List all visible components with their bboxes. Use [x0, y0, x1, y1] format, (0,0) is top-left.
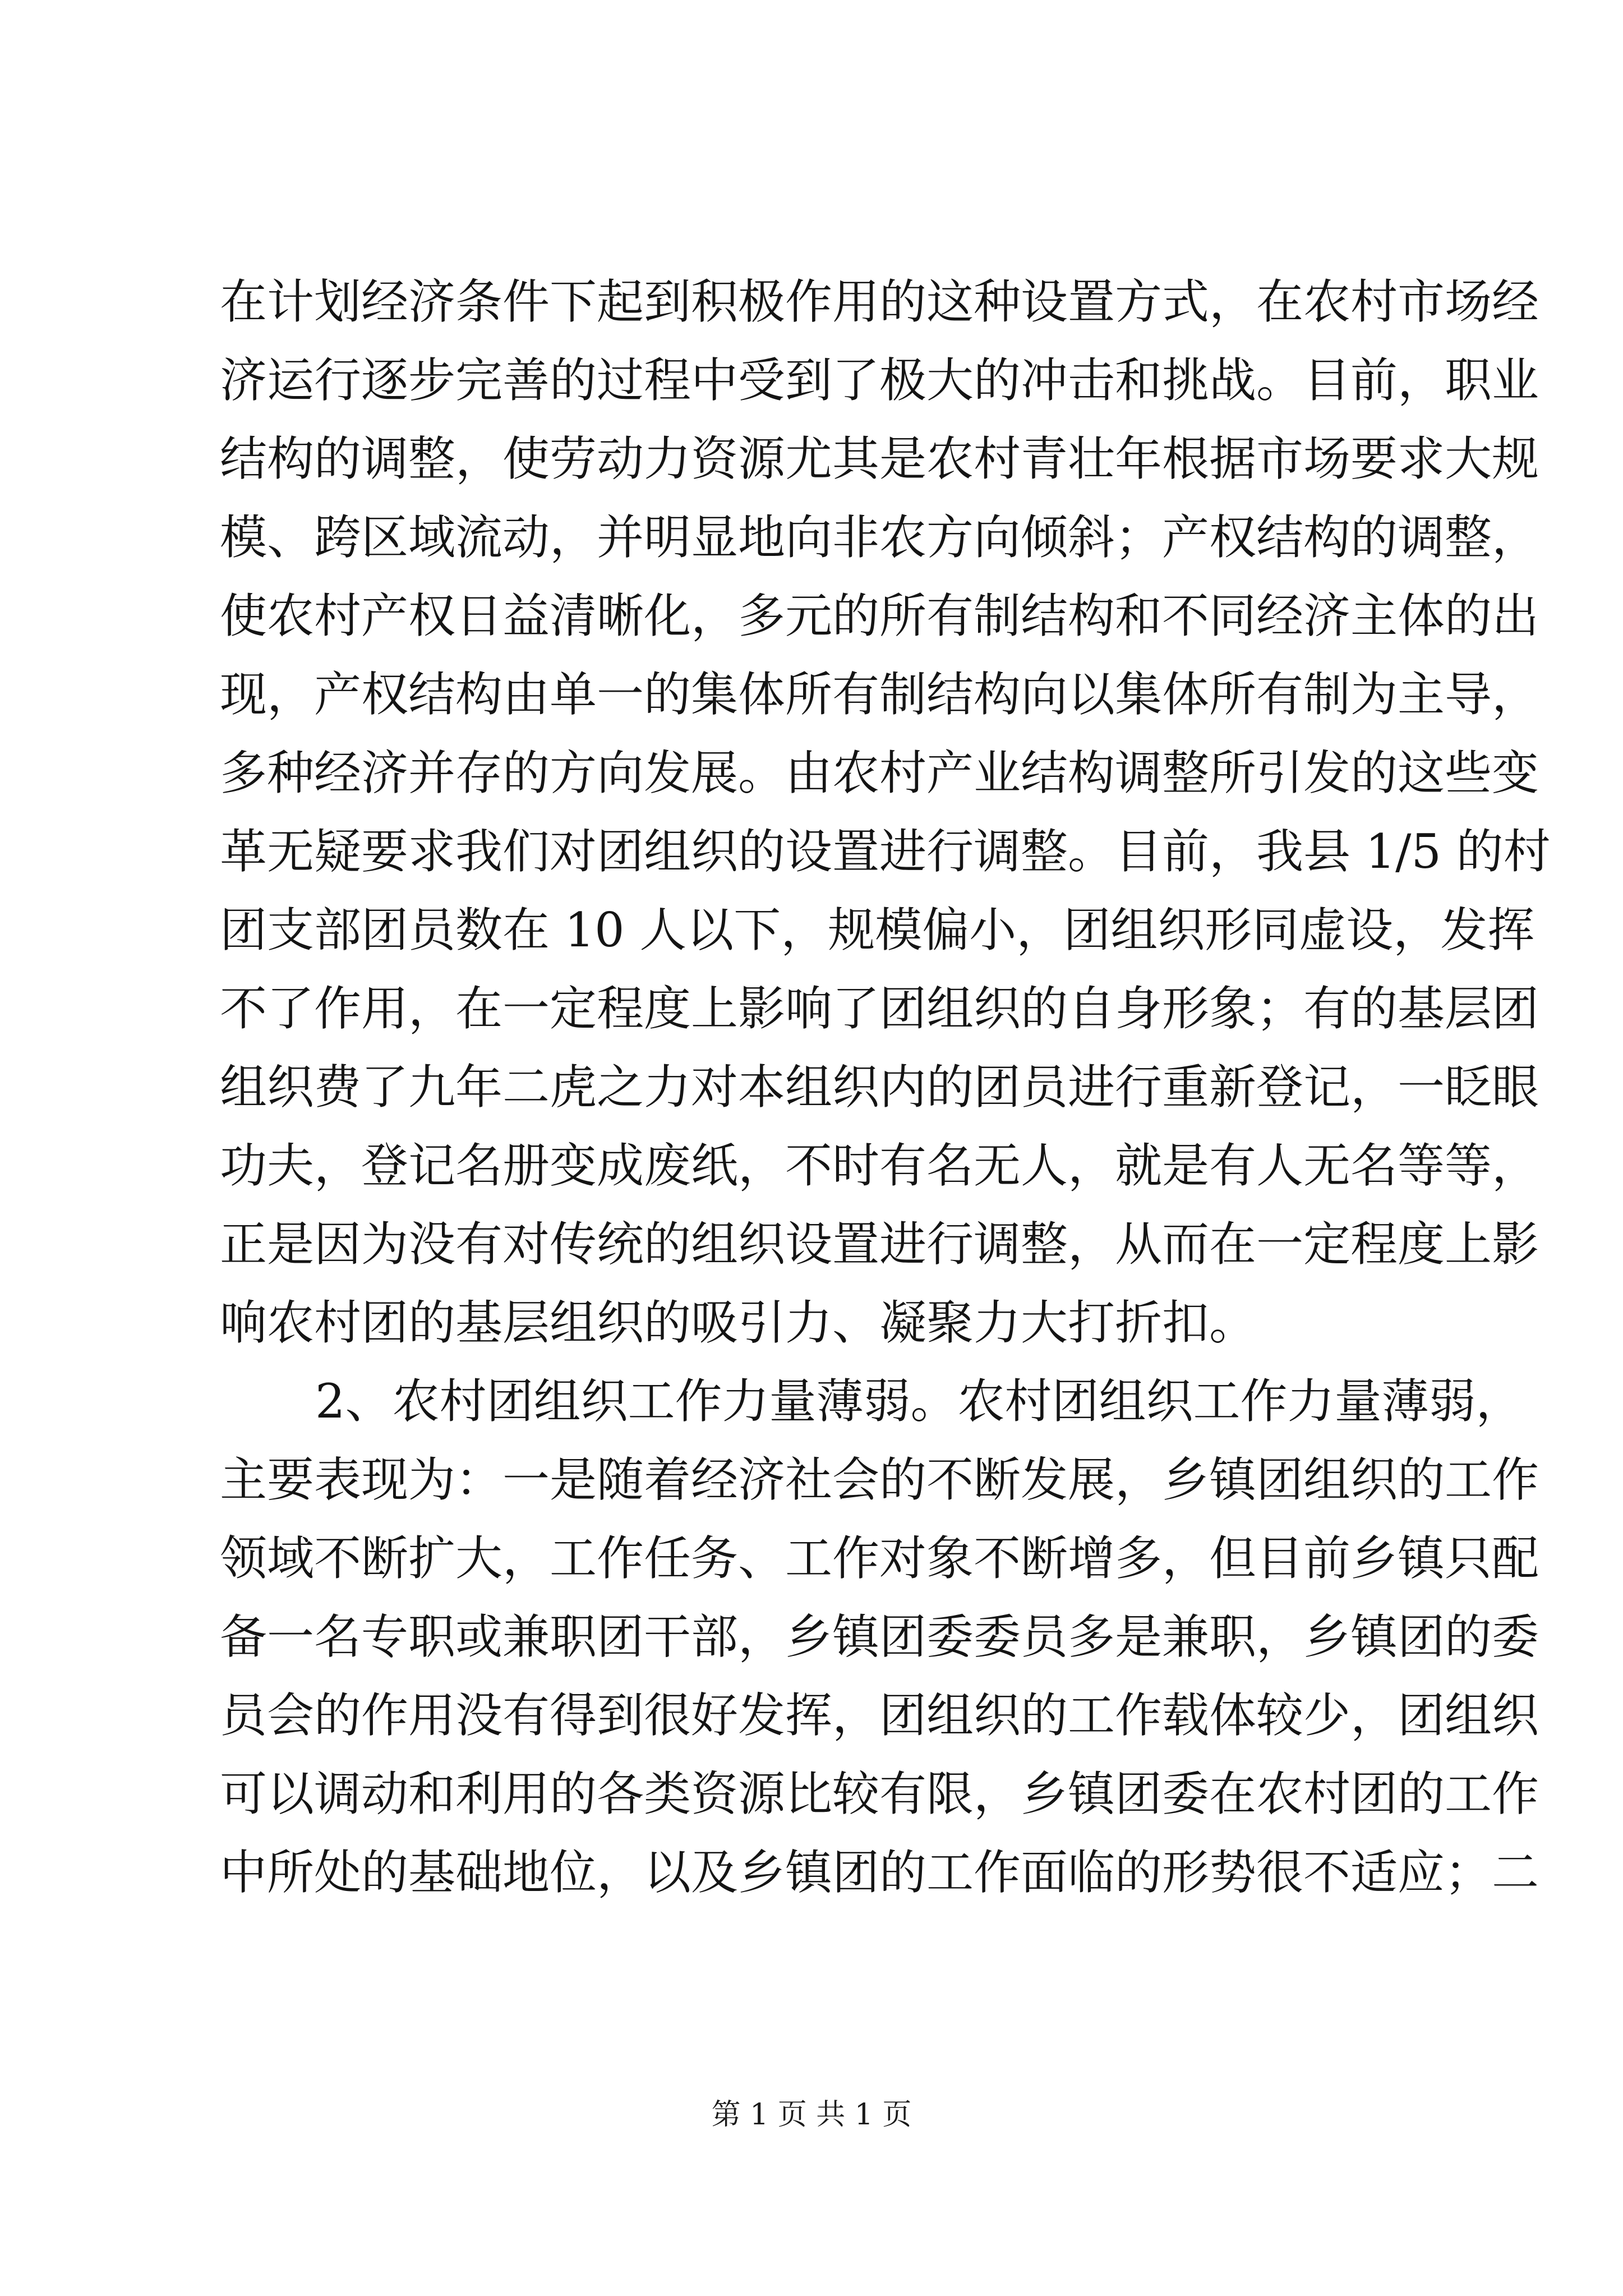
- text-line: 备一名专职或兼职团干部，乡镇团委委员多是兼职，乡镇团的委: [220, 1609, 1539, 1664]
- text-line: 响农村团的基层组织的吸引力、凝聚力大打折扣。: [220, 1295, 1257, 1350]
- text-line: 功夫，登记名册变成废纸，不时有名无人，就是有人无名等等，: [220, 1138, 1539, 1193]
- text-line: 主要表现为：一是随着经济社会的不断发展，乡镇团组织的工作: [220, 1452, 1539, 1507]
- text-line: 领域不断扩大，工作任务、工作对象不断增多，但目前乡镇只配: [220, 1531, 1539, 1586]
- text-line: 在计划经济条件下起到积极作用的这种设置方式，在农村市场经: [220, 274, 1539, 329]
- text-line: 结构的调整，使劳动力资源尤其是农村青壮年根据市场要求大规: [220, 431, 1539, 486]
- text-line: 团支部团员数在 10 人以下，规模偏小，团组织形同虚设，发挥: [220, 903, 1535, 958]
- text-line: 不了作用，在一定程度上影响了团组织的自身形象；有的基层团: [220, 981, 1539, 1036]
- text-line: 济运行逐步完善的过程中受到了极大的冲击和挑战。目前，职业: [220, 353, 1539, 408]
- text-line: 革无疑要求我们对团组织的设置进行调整。目前，我县 1/5 的村: [220, 824, 1551, 879]
- text-line: 组织费了九年二虎之力对本组织内的团员进行重新登记，一眨眼: [220, 1060, 1539, 1115]
- text-line: 模、跨区域流动，并明显地向非农方向倾斜；产权结构的调整，: [220, 510, 1539, 565]
- text-line: 现，产权结构由单一的集体所有制结构向以集体所有制为主导，: [220, 667, 1539, 722]
- text-line: 员会的作用没有得到很好发挥，团组织的工作载体较少，团组织: [220, 1688, 1539, 1743]
- page-footer: 第 1 页 共 1 页: [711, 2098, 912, 2132]
- body-text: [220, 263, 1551, 1912]
- text-line: 正是因为没有对传统的组织设置进行调整，从而在一定程度上影: [220, 1217, 1539, 1272]
- paragraph-start-line: 2、农村团组织工作力量薄弱。农村团组织工作力量薄弱，: [315, 1374, 1523, 1429]
- text-line: 多种经济并存的方向发展。由农村产业结构调整所引发的这些变: [220, 746, 1539, 800]
- text-line: 中所处的基础地位，以及乡镇团的工作面临的形势很不适应；二: [220, 1845, 1539, 1900]
- text-line: 使农村产权日益清晰化，多元的所有制结构和不同经济主体的出: [220, 588, 1539, 643]
- text-line: 可以调动和利用的各类资源比较有限，乡镇团委在农村团的工作: [220, 1766, 1539, 1821]
